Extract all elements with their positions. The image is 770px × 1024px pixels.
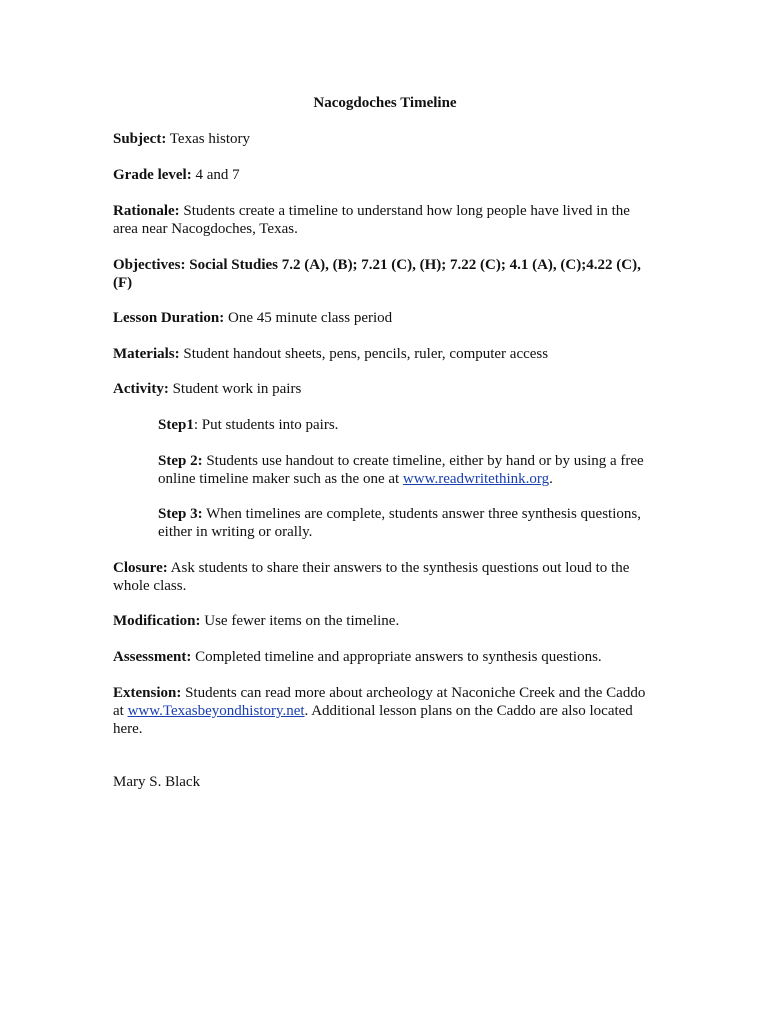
modification-value: Use fewer items on the timeline. <box>200 613 400 629</box>
lesson-duration-value: One 45 minute class period <box>224 310 393 326</box>
texasbeyondhistory-link[interactable]: www.Texasbeyondhistory.net <box>127 703 305 719</box>
modification-label: Modification: <box>113 613 201 629</box>
author-name: Mary S. Black <box>113 774 201 790</box>
document-title: Nacogdoches Timeline <box>313 95 457 111</box>
step2-label: Step 2: <box>158 453 203 469</box>
step3-value: When timelines are complete, students answer three synthesis questions, either in writing or orally. <box>158 506 641 540</box>
rationale-value: Students create a timeline to understand how long people have lived in the area near Nacogdoches, Texas. <box>113 203 630 237</box>
closure-value: Ask students to share their answers to the synthesis questions out loud to the whole class. <box>113 560 630 594</box>
step3-paragraph <box>158 505 658 541</box>
materials-line <box>113 345 653 363</box>
grade-level-value: 4 and 7 <box>191 167 240 183</box>
objectives-paragraph <box>113 256 653 292</box>
extension-label: Extension: <box>113 685 182 701</box>
activity-line <box>113 380 653 398</box>
objectives-label: Objectives: Social Studies 7.2 (A), (B); 7.21 (C), (H); 7.22 (C); 4.1 (A), (C);4.22 (C), (F) <box>113 257 641 291</box>
rationale-label: Rationale: <box>113 203 180 219</box>
assessment-label: Assessment: <box>113 649 192 665</box>
step3-label: Step 3: <box>158 506 203 522</box>
materials-label: Materials: <box>113 346 180 362</box>
assessment-line <box>113 648 653 666</box>
extension-value: Students can read more about archeology at Naconiche Creek and the Caddo at <box>113 685 646 719</box>
grade-level-label: Grade level: <box>113 167 192 183</box>
extension-end: . Additional lesson plans on the Caddo are also located here. <box>113 703 633 737</box>
rationale-paragraph <box>113 202 653 238</box>
lesson-duration-label: Lesson Duration: <box>113 310 225 326</box>
step1-label: Step1 <box>158 417 194 433</box>
modification-line <box>113 612 653 630</box>
extension-paragraph <box>113 684 653 738</box>
lesson-duration-line <box>113 309 653 327</box>
closure-label: Closure: <box>113 560 168 576</box>
step2-value: Students use handout to create timeline, either by hand or by using a free online timeline maker such as the one at <box>158 453 644 487</box>
assessment-value: Completed timeline and appropriate answers to synthesis questions. <box>191 649 602 665</box>
materials-value: Student handout sheets, pens, pencils, ruler, computer access <box>179 346 549 362</box>
subject-value: Texas history <box>166 131 250 147</box>
step2-end: . <box>549 471 553 487</box>
activity-label: Activity: <box>113 381 169 397</box>
step1-value: : Put students into pairs. <box>193 417 339 433</box>
activity-value: Student work in pairs <box>168 381 302 397</box>
readwritethink-link[interactable]: www.readwritethink.org <box>402 471 550 487</box>
step2-paragraph <box>158 452 658 488</box>
subject-line <box>113 130 653 148</box>
subject-label: Subject: <box>113 131 167 147</box>
step1-line <box>158 416 658 434</box>
grade-level-line <box>113 166 653 184</box>
closure-paragraph <box>113 559 653 595</box>
